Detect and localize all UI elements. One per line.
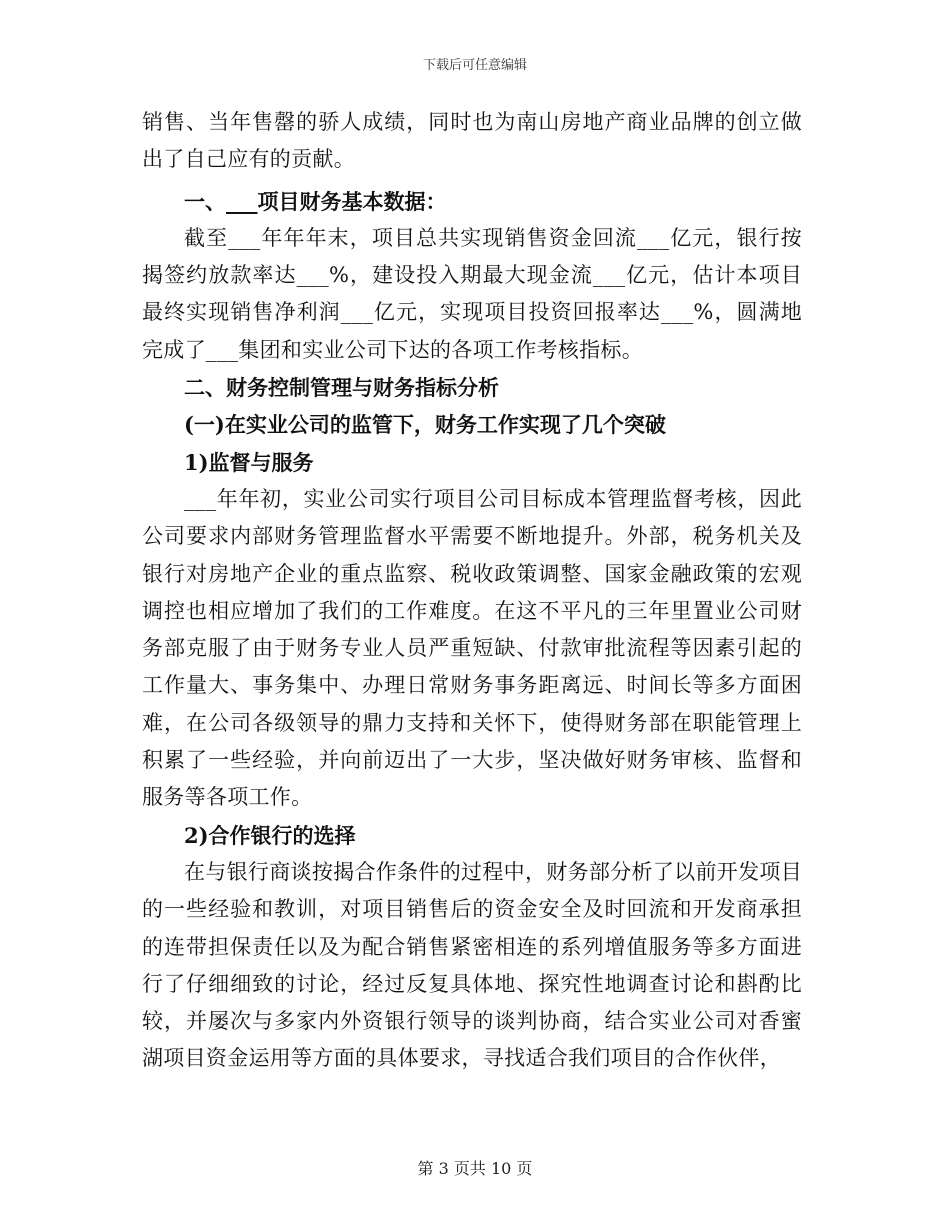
subsection-heading: 2)合作银行的选择 — [184, 822, 356, 848]
subsection-heading: 1)监督与服务 — [184, 449, 314, 475]
section-heading: 一、___项目财务基本数据： — [184, 188, 447, 214]
paragraph: 截至___年年年末，项目总共实现销售资金回流___亿元，银行按揭签约放款率达___%，建设投入期最大现金流___亿元，估计本项目最终实现销售净利润___亿元，实现项目投资回报率达___%，圆满地完成了___集团和实业公司下达的各项工作考核指标。 — [142, 225, 802, 362]
page-header: 下载后可任意编辑 — [422, 58, 527, 73]
paragraph: 在与银行商谈按揭合作条件的过程中，财务部分析了以前开发项目的一些经验和教训，对项目销售后的资金安全及时回流和开发商承担的连带担保责任以及为配合销售紧密相连的系列增值服务等多方面进行了仔细细致的讨论，经过反复具体地、探究性地调查讨论和斟酌比较，并屡次与多家内外资银行领导的谈判协商，结合实业公司对香蜜湖项目资金运用等方面的具体要求，寻找适合我们项目的合作伙伴， — [142, 859, 802, 1071]
subsection-heading: (一)在实业公司的监管下，财务工作实现了几个突破 — [184, 412, 666, 438]
paragraph: ___年年初，实业公司实行项目公司目标成本管理监督考核，因此公司要求内部财务管理监督水平需要不断地提升。外部，税务机关及银行对房地产企业的重点监察、税收政策调整、国家金融政策的宏观调控也相应增加了我们的工作难度。在这不平凡的三年里置业公司财务部克服了由于财务专业人员严重短缺、付款审批流程等因素引起的工作量大、事务集中、办理日常财务事务距离远、时间长等多方面困难，在公司各级领导的鼎力支持和关怀下，使得财务部在职能管理上积累了一些经验，并向前迈出了一大步，坚决做好财务审核、监督和服务等各项工作。 — [142, 486, 802, 810]
section-heading: 二、财务控制管理与财务指标分析 — [184, 375, 499, 401]
page-footer: 第 3 页共 10 页 — [417, 1159, 533, 1178]
paragraph: 销售、当年售罄的骄人成绩，同时也为南山房地产商业品牌的创立做出了自己应有的贡献。 — [142, 110, 802, 172]
document-body — [142, 104, 802, 1078]
